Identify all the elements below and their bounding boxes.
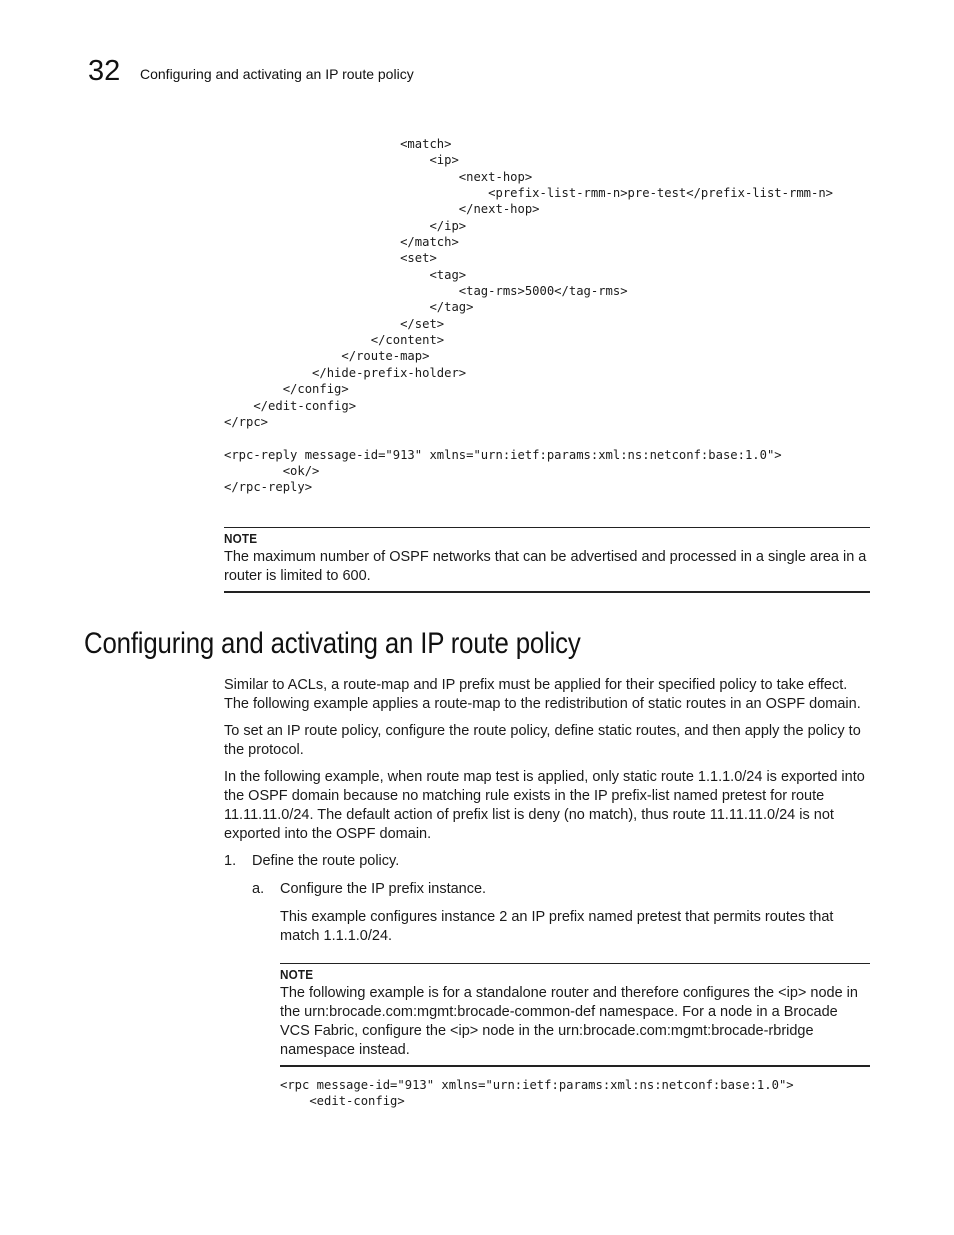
chapter-title: Configuring and activating an IP route policy: [140, 66, 414, 82]
step-1-text: Define the route policy.: [252, 853, 400, 869]
note-text: The following example is for a standalone router and therefore configures the <ip> node in the urn:brocade.com:mgmt:brocade-common-def namespace. For a node in a Brocade VCS Fabric, configure the <ip> node in the urn:brocade.com:mgmt:brocade-rbridge namespace instead.: [280, 985, 858, 1058]
paragraph-intro: Similar to ACLs, a route-map and IP prefix must be applied for their specified policy to take effect. The following example applies a route-map to the redistribution of static routes in an OSPF domain.: [224, 677, 861, 712]
paragraph-setup: To set an IP route policy, configure the route policy, define static routes, and then apply the policy to the protocol.: [224, 723, 861, 758]
paragraph-example: In the following example, when route map test is applied, only static route 1.1.1.0/24 is exported into the OSPF domain because no matching rule exists in the IP prefix-list named pretest for route 11.11.11.0/24. The default action of prefix list is deny (no match), thus route 11.11.11.0/24 is not exported into the OSPF domain.: [224, 769, 865, 842]
step-a-detail: This example configures instance 2 an IP prefix named pretest that permits routes that match 1.1.1.0/24.: [280, 909, 834, 944]
note-box-2: [280, 963, 870, 1067]
note-text: The maximum number of OSPF networks that can be advertised and processed in a single area in a router is limited to 600.: [224, 549, 867, 584]
note-heading: NOTE: [224, 531, 258, 546]
note-box-1: [224, 527, 870, 593]
note-heading: NOTE: [280, 967, 314, 982]
step-1: [224, 852, 870, 871]
code-block-bottom: <rpc message-id="913" xmlns="urn:ietf:params:xml:ns:netconf:base:1.0"> <edit-config>: [280, 1078, 794, 1109]
chapter-number: 32: [88, 55, 121, 87]
step-a: [252, 880, 872, 899]
step-1-marker: 1.: [224, 853, 237, 869]
step-a-marker: a.: [252, 881, 265, 897]
section-heading: Configuring and activating an IP route policy: [84, 627, 581, 660]
code-block-top: <match> <ip> <next-hop> <prefix-list-rmm-n>pre-test</prefix-list-rmm-n> </next-hop> </ip> </match> <set> <tag> <tag-rms>5000</tag-rms> </tag> </set> </content> </route-map> </hide-prefix-holder> </config> </edit-config> </rpc> <rpc-reply message-id="913" xmlns="urn:ietf:params:xml:ns:netconf:base:1.0"> <ok/> </rpc-reply>: [224, 137, 834, 495]
step-a-text: Configure the IP prefix instance.: [280, 881, 487, 897]
